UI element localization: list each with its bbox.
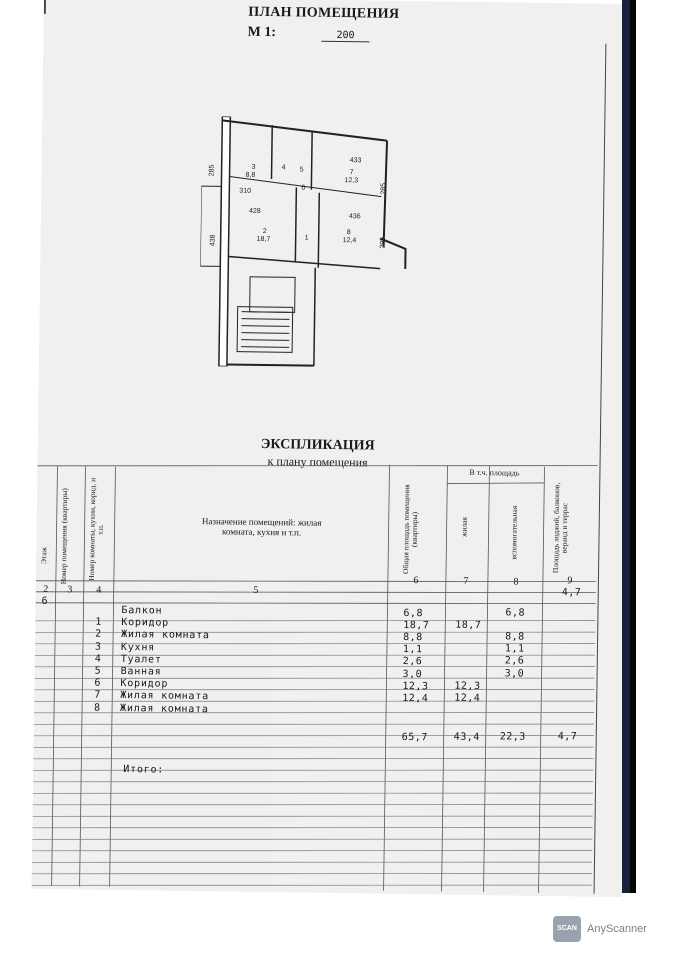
room-2-num: 2 [262,227,267,236]
row-number: 5 [94,665,102,677]
header-balcony: Площадь лоджий, балконов, веранд и террас [551,482,570,574]
room-2-area: 18,7 [256,235,271,244]
room-3-area: 8,8 [245,171,256,179]
scale-value: 200 [321,30,369,43]
table-row-line [32,866,592,882]
colnum-2: 2 [43,583,49,595]
explication-title: ЭКСПЛИКАЦИЯ [260,436,375,454]
dim-4: 428 [248,207,261,215]
anyscanner-watermark [553,916,647,942]
row-name: Ванная [120,666,162,678]
row-living: 12,4 [454,692,481,705]
row-name: Балкон [121,605,163,617]
room-7-area: 12,3 [344,177,359,185]
header-apt-num: Номер помещения (квартиры) [58,488,70,585]
header-floor: Этаж [39,547,49,565]
row-total: 1,1 [402,644,423,656]
dim-5: 436 [348,213,361,221]
colnum-5: 5 [253,584,259,596]
colnum-8: 8 [513,576,519,588]
row-aux: 6,8 [505,606,526,619]
row-total: 8,8 [403,631,423,644]
row-aux: 3,0 [504,667,525,680]
table-row-line [34,716,594,732]
row-total: 12,4 [402,692,429,705]
table-row-line [34,693,594,709]
scanned-page [32,0,634,897]
header-room-num: Номер комнаты, кухни, корид. и т.п. [86,478,105,582]
colnum-4: 4 [96,584,102,596]
floor-plan [199,116,422,369]
row-name: Кухня [120,641,156,654]
row-total: 6,8 [403,607,424,619]
room-7-num: 7 [349,169,354,177]
room-4-num: 4 [281,164,286,172]
table-row-line [34,702,594,721]
row-aux: 2,6 [504,655,525,668]
room-1-num: 1 [304,234,309,242]
table-row-line [33,774,593,790]
row-number: 2 [95,629,102,641]
colnum-9: 9 [567,575,573,587]
dim-2: 433 [349,157,362,165]
row-aux: 1,1 [504,643,525,655]
scanner-app-icon [553,916,581,942]
dim-1: 310 [239,187,252,195]
row-number: 3 [94,641,102,653]
header-aux: вспомогательная [509,505,519,560]
table-row-line [33,762,593,778]
room-8-num: 8 [346,229,351,237]
total-sum: 65,7 [401,731,428,744]
dim-6: 438 [209,234,217,247]
scale-prefix: М 1: [247,24,277,41]
header-total: Общая площадь помещения (квартиры) [400,484,420,574]
row-total: 2,6 [402,656,423,668]
row-name: Жилая комната [120,690,210,703]
dim-3: 285 [380,182,388,195]
itogo-label: Итого: [123,764,165,776]
table-row-line [32,820,592,836]
colnum-6: 6 [413,575,419,587]
table-row-line [32,831,592,847]
total-aux: 22,3 [499,731,526,743]
room-6-num: 6 [301,184,306,192]
anyscanner-name: AnyScanner [587,923,647,935]
table-row-line [34,682,594,698]
explication-subtitle: к плану помещения [267,454,368,470]
table-row-line [33,808,593,824]
row-name: Туалет [120,653,162,666]
header-incl: В т.ч. площадь [469,467,520,478]
table-row-line [33,797,593,813]
table-row-line [33,785,593,801]
row-living: 12,3 [454,680,481,692]
room-3-num: 3 [251,163,256,171]
scanner-badge-text: SCAN [557,925,577,933]
table-row-line [32,854,592,870]
row-aux: 8,8 [505,631,525,643]
first-row-col9: 4,7 [561,587,582,599]
row-number: 6 [94,677,102,689]
row-name: Коридор [120,678,169,690]
row-number: 1 [95,616,102,628]
first-row-floor: 6 [41,595,49,607]
total-living: 43,4 [453,731,480,744]
colnum-7: 7 [463,575,469,587]
row-number: 4 [94,653,102,665]
header-living: жилая [459,516,469,537]
frame-top-line [44,0,46,14]
row-living: 18,7 [455,619,482,631]
header-purpose: Назначение помещений: жилая комната, кухня и т.п. [201,516,322,538]
plan-title: ПЛАН ПОМЕЩЕНИЯ [248,4,400,22]
row-name: Коридор [121,617,170,629]
colnum-3: 3 [67,584,73,596]
table-row-line [32,877,592,893]
room-8-area: 12,4 [342,237,357,245]
scan-edge-black [630,0,636,893]
row-number: 8 [94,702,101,714]
total-balcony: 4,7 [557,731,578,743]
row-total: 18,7 [403,619,430,632]
room-5-num: 5 [299,166,304,174]
row-name: Жилая комната [120,702,209,715]
row-total: 3,0 [402,668,423,680]
table-row-line [32,843,592,859]
row-name: Жилая комната [121,629,210,642]
row-total: 12,3 [402,680,429,693]
table-row-line [33,751,593,767]
row-number: 7 [94,690,101,702]
dim-0: 285 [208,164,216,177]
dim-7: 295 [379,236,387,249]
